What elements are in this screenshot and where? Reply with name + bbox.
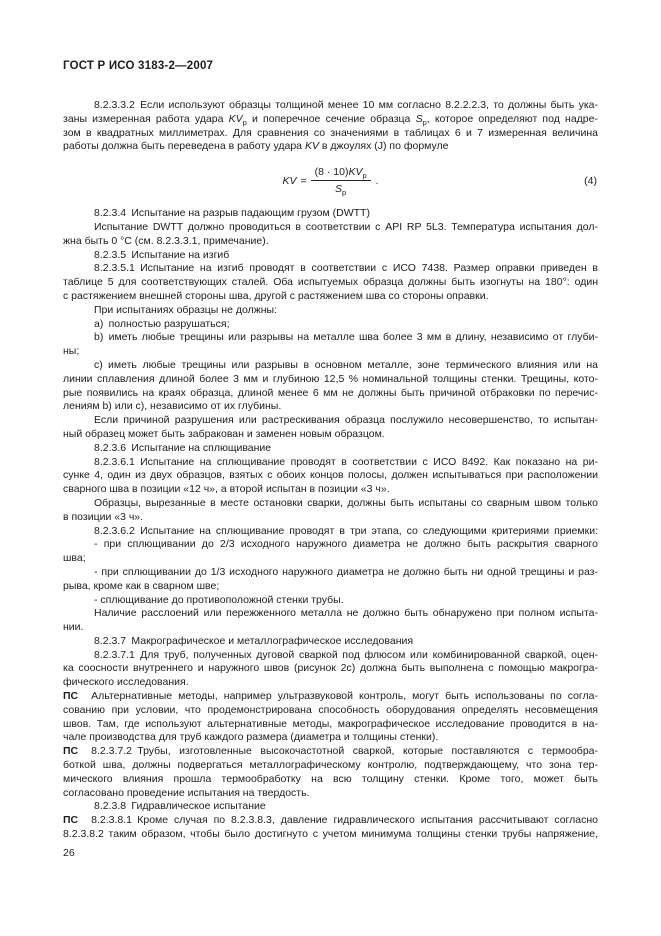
formula-period: . bbox=[375, 174, 379, 187]
text-line: нии. bbox=[63, 621, 84, 634]
text-line: с растяжением внешней стороны шва, другой с растяжением шва со стороны оправки. bbox=[63, 289, 489, 302]
text-line: заны измеренная работа удара $KV_p$ и поперечное сечение образца $S_p$, которое определяют под надре- bbox=[63, 112, 598, 127]
text-line: зом в квадратных миллиметрах. Для сравнения со значениями в таблицах 6 и 7 измеренная величина bbox=[63, 126, 598, 139]
text-line: рыва, кроме как в сварном шве; bbox=[63, 579, 220, 592]
text-line: При испытаниях образцы не должны: bbox=[94, 303, 277, 316]
text-line: 8.2.3.7 Макрографическое и металлографическое исследования bbox=[94, 634, 414, 647]
text-line: - при сплющивании до 1/3 исходного наружного диаметра не должно быть ни одной трещины и раз- bbox=[94, 565, 598, 578]
formula-lhs: KV bbox=[282, 174, 297, 187]
text-line: чале производства для труб каждого размера (диаметра и толщины стенки). bbox=[63, 731, 439, 744]
formula-denominator bbox=[311, 181, 371, 198]
text-line: согласовано проведение испытания на твердость. bbox=[63, 786, 310, 799]
text-line: сунке 4, один из двух образцов, взятых с обоих концов полосы, должен испытываться при расположении bbox=[63, 469, 598, 482]
text-line: 8.2.3.4 Испытание на разрыв падающим грузом (DWTT) bbox=[94, 207, 370, 220]
text-line: сварного шва в позиции «12 ч», а второй испытан в позиции «3 ч». bbox=[63, 483, 390, 496]
text-line: 8.2.3.8 Гидравлическое испытание bbox=[94, 800, 266, 813]
text-line: a) полностью разрушаться; bbox=[94, 317, 230, 330]
text-line: ПС Альтернативные методы, например ультразвуковой контроль, могут быть использованы по согла- bbox=[63, 690, 598, 703]
denominator-subscript: p bbox=[342, 188, 347, 198]
text-line: - при сплющивании до 2/3 исходного наружного диаметра не должно быть раскрытия сварного bbox=[94, 538, 598, 551]
text-line: - сплющивание до противоположной стенки трубы. bbox=[94, 593, 344, 606]
text-line: 8.2.3.8.2 таким образом, чтобы было достигнуто с учетом минимума толщины стенки трубы напряжение, bbox=[63, 828, 598, 841]
text-line: боткой шва, должны подвергаться металлографическому контролю, подтверждающему, что зона тер- bbox=[63, 759, 598, 772]
paragraphs-top bbox=[63, 99, 598, 154]
text-line: линии сплавления длиной более 3 мм и глубиною 12,5 % номинальной толщины стенки. Трещины, кото- bbox=[63, 372, 598, 385]
text-line: 8.2.3.7.1 Для труб, полученных дуговой сваркой под флюсом или комбинированной сваркой, оцен- bbox=[94, 648, 598, 661]
text-line: ны; bbox=[63, 345, 80, 358]
text-line: b) иметь любые трещины или разрывы на металле шва более 3 мм в длину, независимо от глуби- bbox=[94, 331, 598, 344]
formula-equals: = bbox=[300, 174, 307, 187]
text-line: 8.2.3.5 Испытание на изгиб bbox=[94, 248, 230, 261]
text-line: швов. Там, где используют альтернативные методы, макрографическое исследование проводится в на- bbox=[63, 717, 598, 730]
ps-marker: ПС bbox=[63, 690, 79, 703]
document-header: ГОСТ Р ИСО 3183-2—2007 bbox=[63, 60, 214, 72]
text-line: ка соосности внутреннего и наружного швов (рисунок 2c) должна быть выполнена с помощью макрогра- bbox=[63, 662, 598, 675]
text-line: работы должна быть переведена в работу удара KV в джоулях (J) по формуле bbox=[63, 140, 449, 153]
text-line: ный образец может быть забракован и заменен новым образцом. bbox=[63, 427, 385, 440]
text-line: 8.2.3.5.1 Испытание на изгиб проводят в соответствии с ИСО 7438. Размер оправки приведен в bbox=[94, 262, 598, 275]
text-line: 8.2.3.3.2 Если используют образцы толщиной менее 10 мм согласно 8.2.2.2.3, то должны быть ука- bbox=[94, 99, 598, 111]
text-line: фического исследования. bbox=[63, 676, 189, 689]
text-line: Наличие расслоений или пережженного металла не должно быть обнаружено при полном испыта- bbox=[94, 607, 598, 620]
formula-block bbox=[63, 154, 598, 207]
denominator-variable: S bbox=[335, 183, 343, 196]
text-line: ПС 8.2.3.7.2 Трубы, изготовленные высокочастотной сваркой, которые поставляются с термообра- bbox=[63, 745, 598, 758]
text-line: рые появились на краях образца, длиной менее 6 мм не должны быть причиной отбраковки по перечис- bbox=[63, 386, 598, 399]
text-line: 8.2.3.6 Испытание на сплющивание bbox=[94, 441, 272, 454]
text-line: мического влияния прошла термообработку на всю толщину стенки. Кроме того, может быть bbox=[63, 772, 598, 785]
text-line: лениям b) или c), независимо от их глубины. bbox=[63, 400, 282, 413]
text-line: ПС 8.2.3.8.1 Кроме случая по 8.2.3.8.3, давление гидравлического испытания рассчитывают согласно bbox=[63, 814, 598, 827]
ps-marker: ПС bbox=[63, 814, 79, 827]
text-line: Испытание DWTT должно проводиться в соответствии с API RP 5L3. Температура испытания дол- bbox=[94, 220, 598, 233]
ps-marker: ПС bbox=[63, 745, 79, 758]
page-number: 26 bbox=[63, 847, 75, 859]
formula-fraction bbox=[311, 166, 371, 198]
text-line: сованию при условии, что продемонстрирована способность оборудования определять несовмещения bbox=[63, 703, 598, 716]
text-line: c) иметь любые трещины или разрывы в основном металле, зоне термического влияния или на bbox=[94, 358, 598, 371]
equation-number: (4) bbox=[584, 174, 597, 187]
text-line: таблице 5 для соответствующих сталей. Оба испытуемых образца должны быть изогнуты на 180°: один bbox=[63, 276, 598, 289]
text-line: Образцы, вырезанные в месте остановки сварки, должны быть испытаны со сварным швом только bbox=[94, 496, 598, 509]
numerator-coefficient: (8 · 10) bbox=[314, 166, 349, 179]
numerator-subscript: p bbox=[362, 171, 367, 181]
numerator-variable: KV bbox=[348, 166, 363, 179]
text-line: в позиции «3 ч». bbox=[63, 510, 144, 523]
text-line: 8.2.3.6.2 Испытание на сплющивание проводят в три этапа, со следующими критериями приемки: bbox=[94, 524, 598, 537]
formula bbox=[282, 166, 379, 198]
text-line: жна быть 0 °С (см. 8.2.3.3.1, примечание). bbox=[63, 234, 269, 247]
formula-numerator bbox=[311, 166, 371, 181]
text-line: Если причиной разрушения или растрескивания образца послужило несовершенство, то испытан- bbox=[94, 414, 598, 427]
text-line: шва; bbox=[63, 552, 86, 565]
paragraphs-bottom bbox=[63, 207, 598, 842]
document-body bbox=[63, 99, 598, 842]
text-line: 8.2.3.6.1 Испытание на сплющивание проводят в соответствии с ИСО 8492. Как показано на ри- bbox=[94, 455, 598, 468]
